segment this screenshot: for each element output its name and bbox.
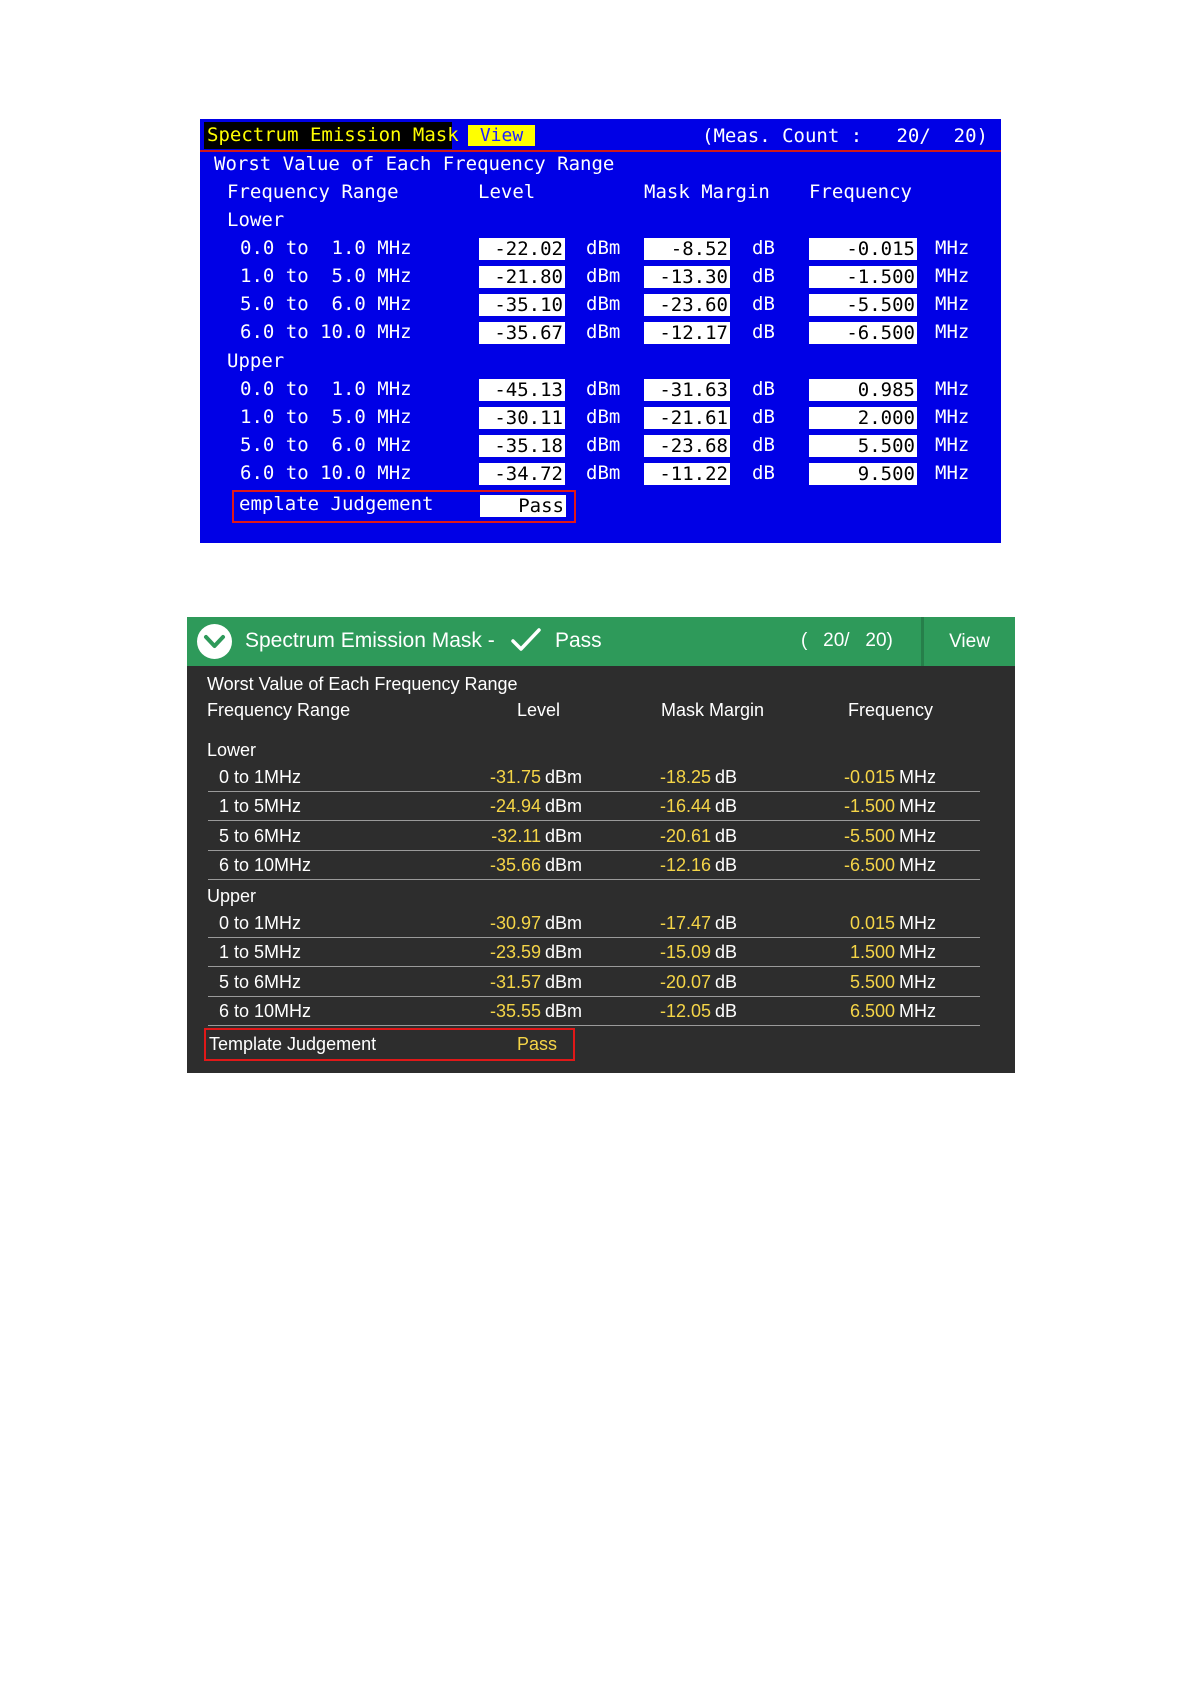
legacy-row-frequency: 0.985 bbox=[809, 379, 917, 401]
legacy-row-level-unit: dBm bbox=[586, 265, 621, 287]
modern-row-frequency-unit: MHz bbox=[899, 942, 936, 962]
modern-row-range: 0 to 1MHz bbox=[219, 913, 302, 933]
legacy-sem-panel bbox=[200, 119, 1001, 543]
modern-row-margin-unit: dB bbox=[715, 855, 738, 875]
modern-row-level: -30.97 bbox=[489, 913, 541, 933]
modern-row-margin: -20.07 bbox=[659, 972, 711, 992]
modern-row-margin: -12.16 bbox=[659, 855, 711, 875]
chevron-down-icon[interactable] bbox=[197, 624, 232, 659]
legacy-row-margin-unit: dB bbox=[752, 321, 775, 343]
modern-judgement-label: Template Judgement bbox=[209, 1034, 377, 1054]
modern-row-level-unit: dBm bbox=[545, 855, 583, 875]
modern-row-level-unit: dBm bbox=[545, 826, 583, 846]
legacy-judgement-label: emplate Judgement bbox=[239, 493, 434, 515]
legacy-col-frequency: Frequency bbox=[809, 181, 912, 203]
legacy-lower-label: Lower bbox=[227, 209, 285, 231]
modern-row-frequency: 1.500 bbox=[849, 942, 895, 962]
modern-row-frequency-unit: MHz bbox=[899, 855, 936, 875]
legacy-upper-label: Upper bbox=[227, 350, 285, 372]
modern-row-frequency: 0.015 bbox=[849, 913, 895, 933]
modern-row-margin-unit: dB bbox=[715, 796, 738, 816]
legacy-row-frequency-unit: MHz bbox=[935, 321, 970, 343]
legacy-row-range: 0.0 to 1.0 MHz bbox=[240, 237, 412, 259]
legacy-row-range: 6.0 to 10.0 MHz bbox=[240, 321, 412, 343]
legacy-row-range: 0.0 to 1.0 MHz bbox=[240, 378, 412, 400]
modern-upper-label: Upper bbox=[207, 886, 257, 906]
legacy-row-frequency-unit: MHz bbox=[935, 434, 970, 456]
legacy-row-margin: -12.17 bbox=[644, 322, 730, 344]
legacy-row-level-unit: dBm bbox=[586, 462, 621, 484]
legacy-row-margin: -21.61 bbox=[644, 407, 730, 429]
legacy-row-level: -35.10 bbox=[479, 294, 565, 316]
modern-row-range: 5 to 6MHz bbox=[219, 826, 302, 846]
modern-row-level-unit: dBm bbox=[545, 767, 583, 787]
legacy-row-frequency: -1.500 bbox=[809, 266, 917, 288]
modern-row-level: -32.11 bbox=[491, 826, 541, 846]
modern-row-frequency: 5.500 bbox=[849, 972, 895, 992]
legacy-row-frequency: -5.500 bbox=[809, 294, 917, 316]
modern-row-level: -35.55 bbox=[489, 1001, 541, 1021]
legacy-row-frequency-unit: MHz bbox=[935, 237, 970, 259]
modern-row-range: 1 to 5MHz bbox=[219, 942, 302, 962]
legacy-row-margin-unit: dB bbox=[752, 237, 775, 259]
legacy-row-range: 6.0 to 10.0 MHz bbox=[240, 462, 412, 484]
legacy-row-frequency-unit: MHz bbox=[935, 406, 970, 428]
modern-row-range: 6 to 10MHz bbox=[219, 855, 312, 875]
legacy-row-level: -45.13 bbox=[479, 379, 565, 401]
legacy-row-frequency: 2.000 bbox=[809, 407, 917, 429]
legacy-col-range: Frequency Range bbox=[227, 181, 399, 203]
legacy-row-margin-unit: dB bbox=[752, 265, 775, 287]
legacy-row-range: 5.0 to 6.0 MHz bbox=[240, 434, 412, 456]
row-divider bbox=[208, 879, 980, 880]
modern-row-frequency: 6.500 bbox=[849, 1001, 895, 1021]
legacy-row-range: 1.0 to 5.0 MHz bbox=[240, 406, 412, 428]
modern-col-level: Level bbox=[517, 700, 561, 720]
legacy-row-margin-unit: dB bbox=[752, 378, 775, 400]
modern-title: Spectrum Emission Mask - bbox=[245, 629, 495, 652]
legacy-row-level-unit: dBm bbox=[586, 293, 621, 315]
modern-row-margin-unit: dB bbox=[715, 767, 738, 787]
modern-row-range: 5 to 6MHz bbox=[219, 972, 302, 992]
legacy-row-margin-unit: dB bbox=[752, 293, 775, 315]
modern-row-margin: -16.44 bbox=[659, 796, 711, 816]
legacy-row-level-unit: dBm bbox=[586, 237, 621, 259]
legacy-section-title: Worst Value of Each Frequency Range bbox=[214, 153, 615, 175]
modern-judgement-value: Pass bbox=[516, 1034, 557, 1054]
modern-col-margin: Mask Margin bbox=[661, 700, 765, 720]
legacy-row-margin: -31.63 bbox=[644, 379, 730, 401]
legacy-row-frequency-unit: MHz bbox=[935, 265, 970, 287]
legacy-row-margin: -23.60 bbox=[644, 294, 730, 316]
legacy-row-range: 1.0 to 5.0 MHz bbox=[240, 265, 412, 287]
legacy-row-frequency: 9.500 bbox=[809, 463, 917, 485]
modern-row-level: -35.66 bbox=[489, 855, 541, 875]
legacy-row-margin-unit: dB bbox=[752, 406, 775, 428]
modern-row-margin: -17.47 bbox=[659, 913, 711, 933]
legacy-row-margin: -11.22 bbox=[644, 463, 730, 485]
legacy-row-margin: -13.30 bbox=[644, 266, 730, 288]
modern-meas-count: ( 20/ 20) bbox=[801, 630, 893, 651]
legacy-row-frequency-unit: MHz bbox=[935, 462, 970, 484]
modern-row-margin-unit: dB bbox=[715, 913, 738, 933]
legacy-row-level-unit: dBm bbox=[586, 321, 621, 343]
modern-row-level-unit: dBm bbox=[545, 942, 583, 962]
modern-row-range: 1 to 5MHz bbox=[219, 796, 302, 816]
modern-row-level: -31.57 bbox=[489, 972, 541, 992]
row-divider bbox=[208, 791, 980, 792]
legacy-row-margin: -23.68 bbox=[644, 435, 730, 457]
modern-row-level-unit: dBm bbox=[545, 796, 583, 816]
legacy-row-frequency: -0.015 bbox=[809, 238, 917, 260]
modern-row-margin-unit: dB bbox=[715, 1001, 738, 1021]
modern-row-level: -24.94 bbox=[489, 796, 541, 816]
modern-col-range: Frequency Range bbox=[207, 700, 351, 720]
legacy-row-level-unit: dBm bbox=[586, 378, 621, 400]
modern-row-frequency: -5.500 bbox=[843, 826, 895, 846]
modern-row-margin: -15.09 bbox=[659, 942, 711, 962]
legacy-row-level: -35.67 bbox=[479, 322, 565, 344]
legacy-row-margin-unit: dB bbox=[752, 462, 775, 484]
row-divider bbox=[208, 937, 980, 938]
legacy-row-level-unit: dBm bbox=[586, 434, 621, 456]
modern-row-frequency-unit: MHz bbox=[899, 1001, 936, 1021]
legacy-row-frequency: -6.500 bbox=[809, 322, 917, 344]
legacy-row-level: -21.80 bbox=[479, 266, 565, 288]
modern-view-button[interactable]: View bbox=[949, 631, 990, 652]
legacy-judgement-value: Pass bbox=[480, 495, 566, 517]
modern-row-frequency-unit: MHz bbox=[899, 913, 936, 933]
modern-row-range: 0 to 1MHz bbox=[219, 767, 302, 787]
row-divider bbox=[208, 850, 980, 851]
modern-row-frequency: -0.015 bbox=[843, 767, 895, 787]
legacy-row-frequency-unit: MHz bbox=[935, 293, 970, 315]
modern-row-level: -23.59 bbox=[489, 942, 541, 962]
modern-status-label: Pass bbox=[555, 629, 602, 652]
modern-row-margin: -20.61 bbox=[659, 826, 711, 846]
check-icon bbox=[510, 626, 542, 654]
modern-row-frequency-unit: MHz bbox=[899, 767, 936, 787]
legacy-row-range: 5.0 to 6.0 MHz bbox=[240, 293, 412, 315]
legacy-col-margin: Mask Margin bbox=[644, 181, 770, 203]
modern-row-level-unit: dBm bbox=[545, 972, 583, 992]
legacy-row-margin: -8.52 bbox=[644, 238, 730, 260]
legacy-row-level: -22.02 bbox=[479, 238, 565, 260]
legacy-view-button[interactable]: View bbox=[468, 125, 535, 146]
modern-row-margin-unit: dB bbox=[715, 972, 738, 992]
modern-section-title: Worst Value of Each Frequency Range bbox=[207, 674, 518, 694]
modern-row-margin: -18.25 bbox=[659, 767, 711, 787]
modern-row-level-unit: dBm bbox=[545, 1001, 583, 1021]
legacy-col-level: Level bbox=[478, 181, 536, 203]
legacy-row-frequency-unit: MHz bbox=[935, 378, 970, 400]
modern-col-frequency: Frequency bbox=[848, 700, 934, 720]
row-divider bbox=[208, 1025, 980, 1026]
modern-row-frequency-unit: MHz bbox=[899, 796, 936, 816]
modern-row-frequency-unit: MHz bbox=[899, 972, 936, 992]
row-divider bbox=[208, 820, 980, 821]
legacy-row-level: -35.18 bbox=[479, 435, 565, 457]
modern-row-margin: -12.05 bbox=[659, 1001, 711, 1021]
modern-row-frequency: -1.500 bbox=[843, 796, 895, 816]
legacy-title: Spectrum Emission Mask bbox=[204, 122, 452, 149]
modern-row-margin-unit: dB bbox=[715, 826, 738, 846]
modern-sem-panel bbox=[187, 617, 1015, 1073]
modern-header-bar bbox=[187, 617, 1015, 666]
modern-row-frequency: -6.500 bbox=[843, 855, 895, 875]
legacy-meas-count: (Meas. Count : 20/ 20) bbox=[702, 125, 988, 147]
legacy-row-level-unit: dBm bbox=[586, 406, 621, 428]
modern-row-margin-unit: dB bbox=[715, 942, 738, 962]
legacy-row-margin-unit: dB bbox=[752, 434, 775, 456]
row-divider bbox=[208, 996, 980, 997]
modern-lower-label: Lower bbox=[207, 740, 257, 760]
legacy-row-level: -34.72 bbox=[479, 463, 565, 485]
legacy-row-frequency: 5.500 bbox=[809, 435, 917, 457]
modern-row-level: -31.75 bbox=[489, 767, 541, 787]
modern-row-range: 6 to 10MHz bbox=[219, 1001, 312, 1021]
row-divider bbox=[208, 966, 980, 967]
modern-row-level-unit: dBm bbox=[545, 913, 583, 933]
modern-row-frequency-unit: MHz bbox=[899, 826, 936, 846]
legacy-row-level: -30.11 bbox=[479, 407, 565, 429]
